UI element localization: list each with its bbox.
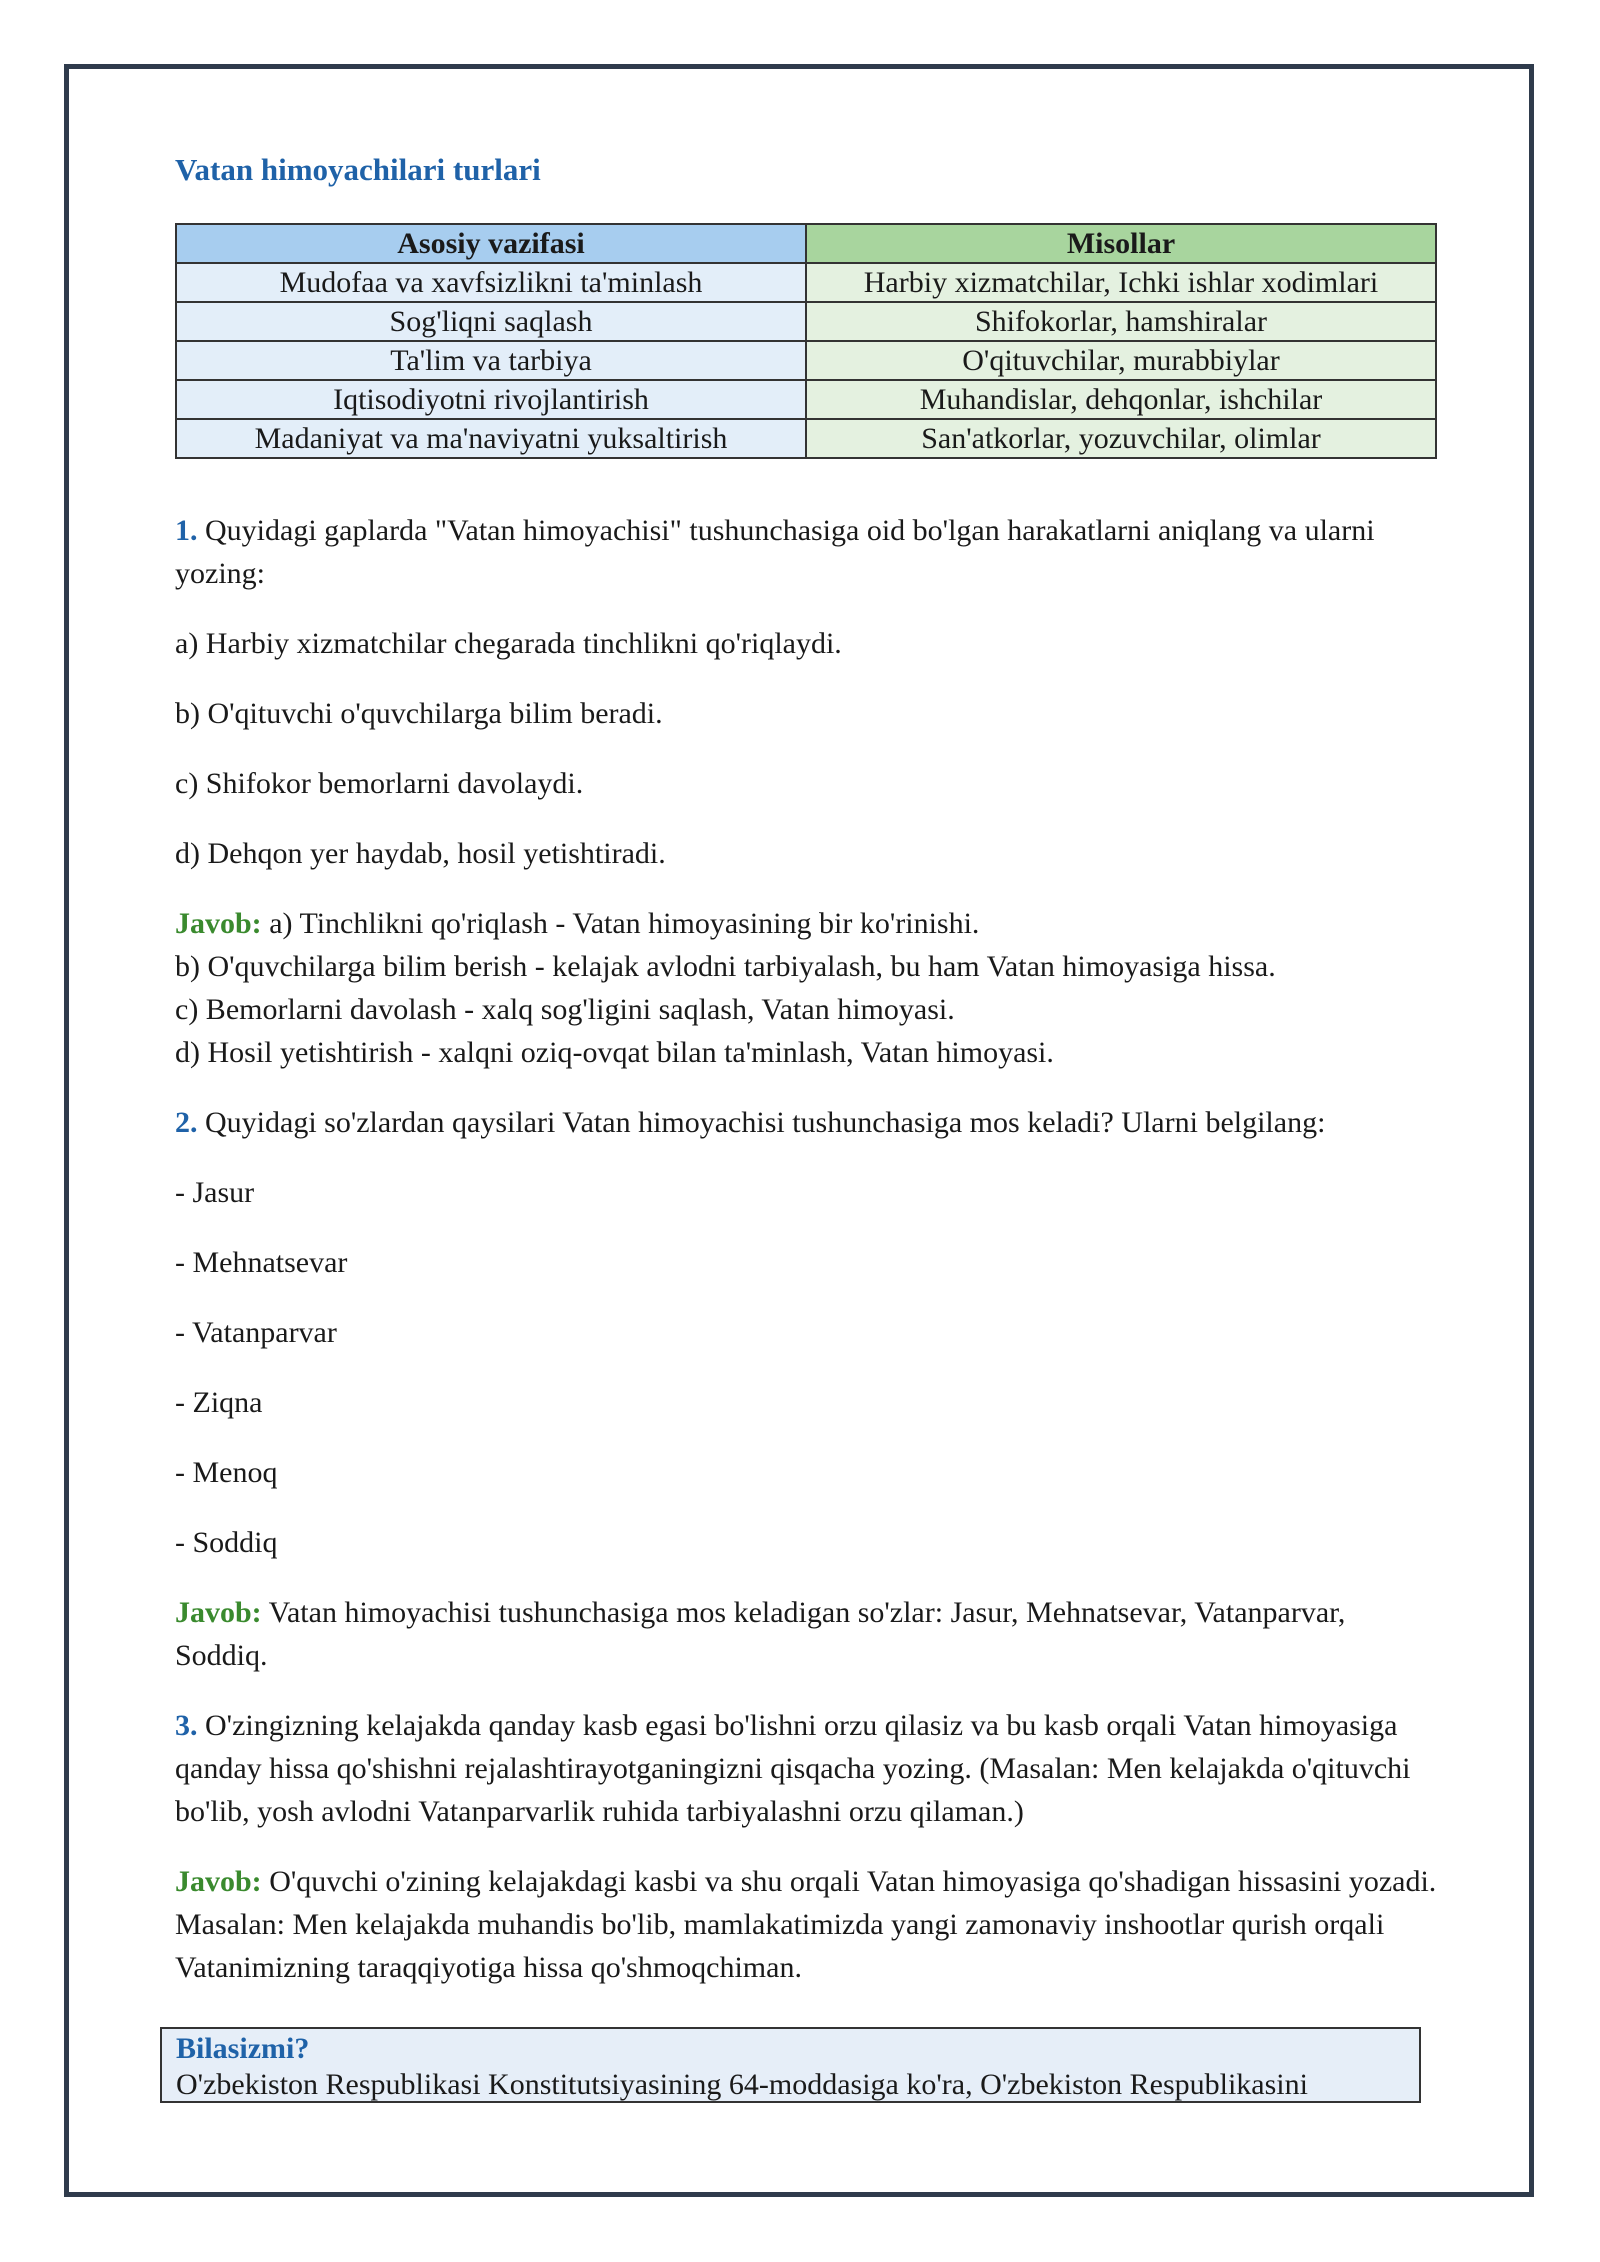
question-number: 3. bbox=[175, 1709, 198, 1742]
table-cell: San'atkorlar, yozuvchilar, olimlar bbox=[806, 419, 1436, 458]
infobox-text: O'zbekiston Respublikasi Konstitutsiyasining 64-moddasiga ko'ra, O'zbekiston Respublikasini bbox=[176, 2068, 1308, 2101]
table-row bbox=[176, 341, 1436, 380]
question-text: Quyidagi gaplarda "Vatan himoyachisi" tushunchasiga oid bo'lgan harakatlarni aniqlang va ularni yozing: bbox=[175, 514, 1375, 590]
answer-line: c) Bemorlarni davolash - xalq sog'ligini saqlash, Vatan himoyasi. bbox=[175, 993, 955, 1026]
word-option: - Ziqna bbox=[175, 1386, 263, 1419]
answer-line: d) Hosil yetishtirish - xalqni oziq-ovqat bilan ta'minlash, Vatan himoyasi. bbox=[175, 1036, 1054, 1069]
word-option: - Soddiq bbox=[175, 1526, 278, 1559]
answer-3 bbox=[175, 1860, 1437, 1989]
question-item: a) Harbiy xizmatchilar chegarada tinchlikni qo'riqlaydi. bbox=[175, 627, 842, 660]
question-number: 1. bbox=[175, 514, 198, 547]
table-row bbox=[176, 302, 1436, 341]
word-option: - Menoq bbox=[175, 1456, 278, 1489]
answer-1 bbox=[175, 902, 1437, 1074]
table-row bbox=[176, 419, 1436, 458]
word-option: - Jasur bbox=[175, 1176, 255, 1209]
answer-line bbox=[175, 902, 1437, 945]
infobox-title: Bilasizmi? bbox=[176, 2032, 310, 2065]
question-item: b) O'qituvchi o'quvchilarga bilim beradi. bbox=[175, 697, 663, 730]
table-header-cell: Misollar bbox=[806, 224, 1436, 263]
table-cell: Shifokorlar, hamshiralar bbox=[806, 302, 1436, 341]
question-number: 2. bbox=[175, 1106, 198, 1139]
did-you-know-box bbox=[160, 2027, 1421, 2103]
answer-2 bbox=[175, 1591, 1437, 1677]
question-item: d) Dehqon yer haydab, hosil yetishtiradi. bbox=[175, 837, 666, 870]
word-option: - Mehnatsevar bbox=[175, 1246, 348, 1279]
table-cell: Madaniyat va ma'naviyatni yuksaltirish bbox=[176, 419, 806, 458]
defenders-types-table bbox=[175, 223, 1437, 459]
question-1 bbox=[175, 509, 1437, 595]
table-cell: Ta'lim va tarbiya bbox=[176, 341, 806, 380]
question-item: c) Shifokor bemorlarni davolaydi. bbox=[175, 767, 584, 800]
answer-text: O'quvchi o'zining kelajakdagi kasbi va shu orqali Vatan himoyasiga qo'shadigan hissasini yozadi. Masalan: Men kelajakda muhandis bo'lib, mamlakatimizda yangi zamonaviy inshootlar qurish orqali Vatanimizning taraqqiyotiga hissa qo'shmoqchiman. bbox=[175, 1865, 1437, 1984]
answer-text: Vatan himoyachisi tushunchasiga mos keladigan so'zlar: Jasur, Mehnatsevar, Vatanparvar, Soddiq. bbox=[175, 1596, 1346, 1672]
table-cell: Iqtisodiyotni rivojlantirish bbox=[176, 380, 806, 419]
table-cell: Harbiy xizmatchilar, Ichki ishlar xodimlari bbox=[806, 263, 1436, 302]
answer-label: Javob: bbox=[175, 907, 262, 940]
answer-label: Javob: bbox=[175, 1596, 262, 1629]
table-header-cell: Asosiy vazifasi bbox=[176, 224, 806, 263]
question-text: Quyidagi so'zlardan qaysilari Vatan himoyachisi tushunchasiga mos keladi? Ularni belgilang: bbox=[205, 1106, 1326, 1139]
word-option: - Vatanparvar bbox=[175, 1316, 337, 1349]
table-cell: Mudofaa va xavfsizlikni ta'minlash bbox=[176, 263, 806, 302]
answer-text: a) Tinchlikni qo'riqlash - Vatan himoyasining bir ko'rinishi. bbox=[269, 907, 980, 940]
document-content bbox=[175, 150, 1437, 2016]
question-3 bbox=[175, 1704, 1437, 1833]
question-text: O'zingizning kelajakda qanday kasb egasi bo'lishni orzu qilasiz va bu kasb orqali Vatan himoyasiga qanday hissa qo'shishni rejalashtirayotganingizni qisqacha yozing. (Masalan: Men kelajakda o'qituvchi bo'lib, yosh avlodni Vatanparvarlik ruhida tarbiyalashni orzu qilaman.) bbox=[175, 1709, 1411, 1828]
table-header-row bbox=[176, 224, 1436, 263]
table-cell: Muhandislar, dehqonlar, ishchilar bbox=[806, 380, 1436, 419]
question-2 bbox=[175, 1101, 1437, 1144]
answer-label: Javob: bbox=[175, 1865, 262, 1898]
table-row bbox=[176, 380, 1436, 419]
table-cell: O'qituvchilar, murabbiylar bbox=[806, 341, 1436, 380]
section-title: Vatan himoyachilari turlari bbox=[175, 152, 541, 187]
table-row bbox=[176, 263, 1436, 302]
table-cell: Sog'liqni saqlash bbox=[176, 302, 806, 341]
answer-line: b) O'quvchilarga bilim berish - kelajak avlodni tarbiyalash, bu ham Vatan himoyasiga hissa. bbox=[175, 950, 1276, 983]
